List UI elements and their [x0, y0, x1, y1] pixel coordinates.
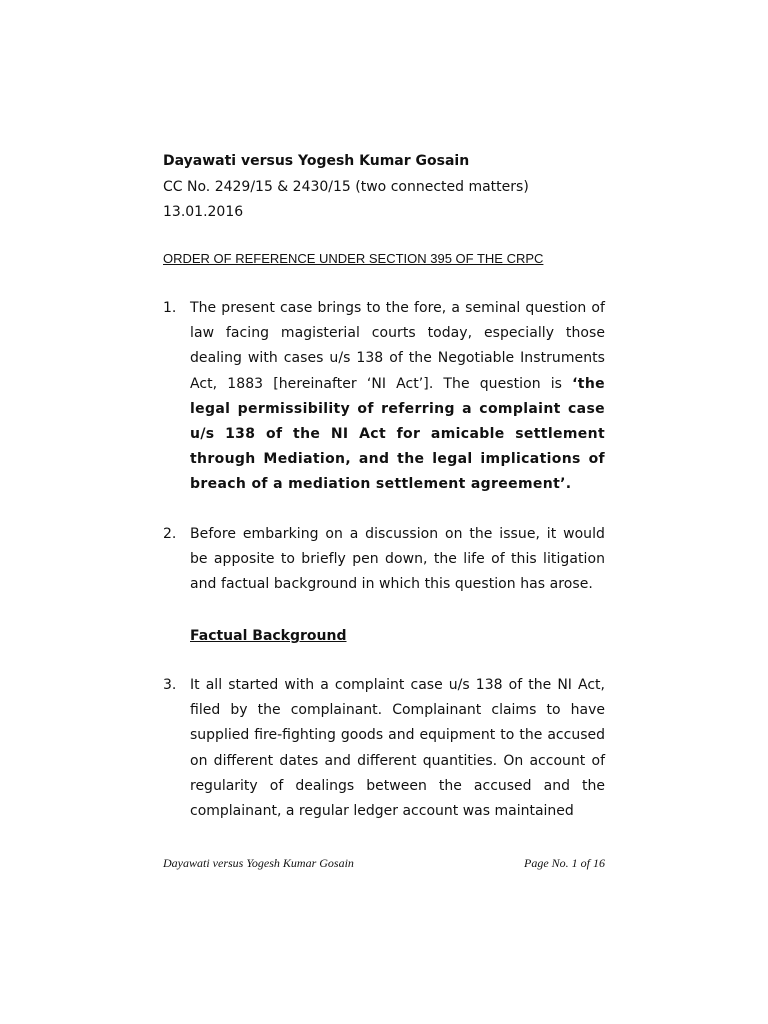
- section-heading: Factual Background: [190, 628, 347, 644]
- paragraph-3: [163, 673, 605, 824]
- paragraph-text: It all started with a complaint case u/s 138 of the NI Act, filed by the complainant. Complainant claims to have supplied fire-fighting goods and equipment to the accused on different dates and different quantities. On account of regularity of dealings between the accused and the complainant, a regular ledger account was maintained: [190, 677, 605, 820]
- paragraph-text: [190, 296, 605, 498]
- paragraph-number: 2.: [163, 526, 177, 542]
- paragraph-1: [163, 296, 605, 498]
- footer-case-title: Dayawati versus Yogesh Kumar Gosain: [163, 856, 354, 870]
- paragraph-text-bold: ‘the legal permissibility of referring a complaint case u/s 138 of the NI Act for amicable settlement through Mediation, and the legal implications of breach of a mediation settlement agreement’.: [190, 375, 605, 493]
- case-number: CC No. 2429/15 & 2430/15 (two connected matters): [163, 179, 529, 195]
- paragraph-text: Before embarking on a discussion on the issue, it would be apposite to briefly pen down, the life of this litigation and factual background in which this question has arose.: [190, 526, 605, 593]
- paragraph-number: 3.: [163, 677, 177, 693]
- paragraph-number: 1.: [163, 300, 177, 316]
- order-date: 13.01.2016: [163, 204, 244, 220]
- order-heading: ORDER OF REFERENCE UNDER SECTION 395 OF THE CRPC: [163, 251, 544, 266]
- paragraph-text-regular: The present case brings to the fore, a seminal question of law facing magisterial courts today, especially those dealing with cases u/s 138 of the Negotiable Instruments Act, 1883 [hereinafter ‘NI Act’]. The question is: [190, 300, 605, 392]
- case-title: Dayawati versus Yogesh Kumar Gosain: [163, 153, 470, 169]
- paragraph-2: [163, 522, 605, 598]
- footer-page-number: Page No. 1 of 16: [524, 856, 605, 870]
